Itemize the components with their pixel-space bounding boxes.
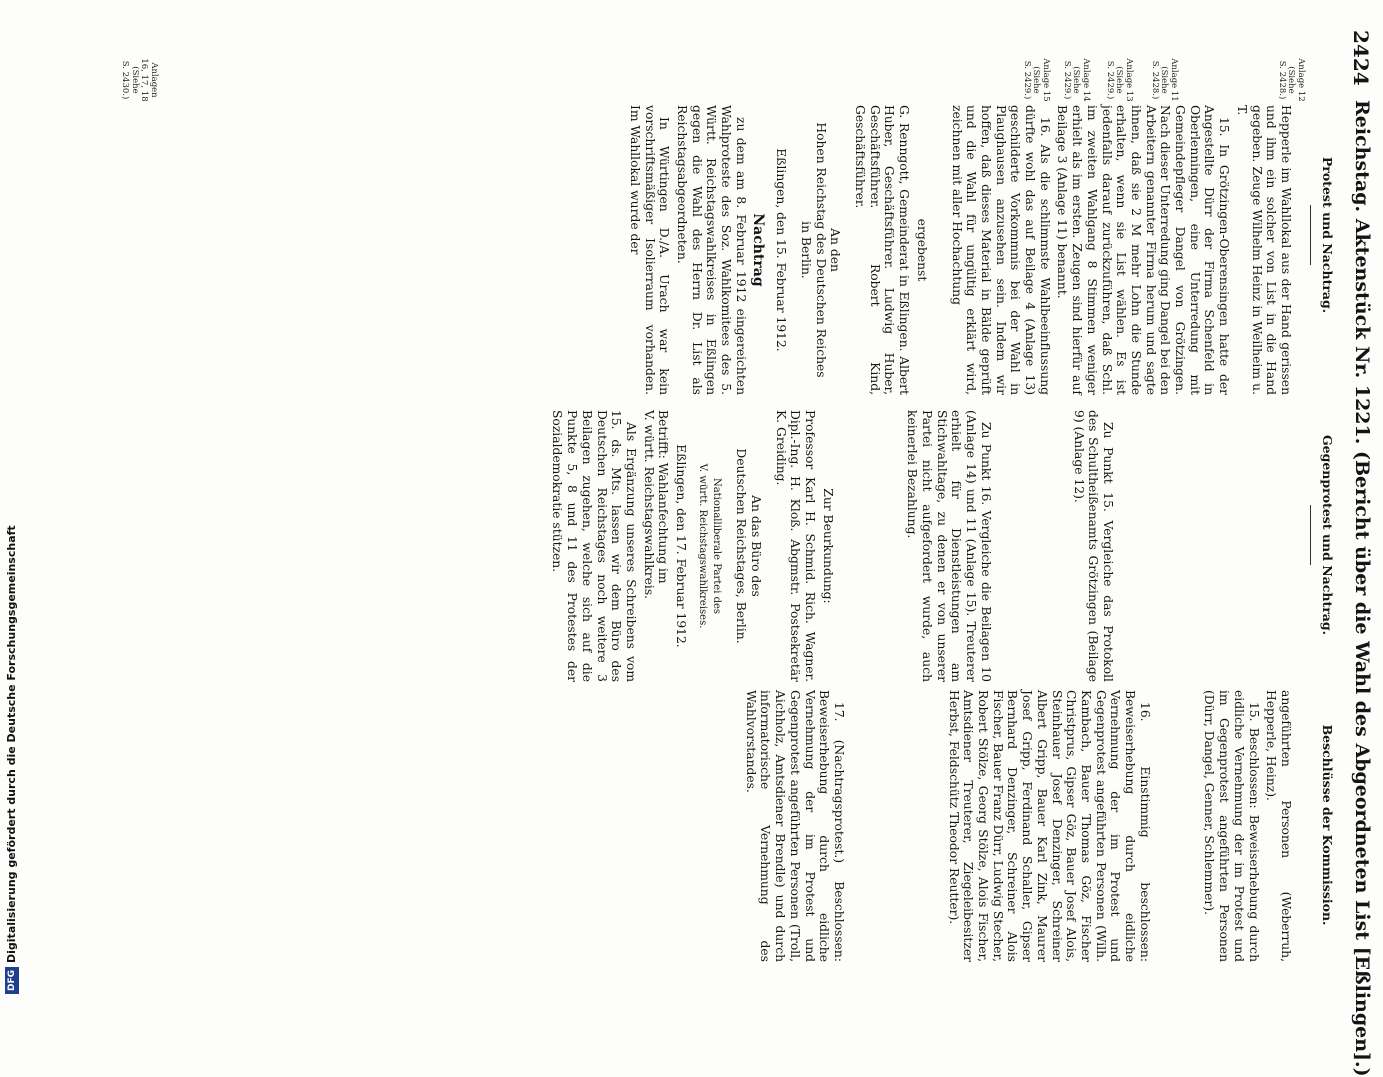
certification-heading: Zur Beurkundung:	[820, 488, 835, 604]
margin-note: Anlage 12 (Siehe S. 2428.)	[1277, 58, 1306, 102]
margin-note: Anlage 14 (Siehe S. 2429.)	[1062, 58, 1091, 102]
nachtrag-title: Nachtrag	[750, 213, 767, 287]
closing: ergebenst	[914, 218, 929, 282]
paragraph-16: Zu Punkt 16. Vergleiche die Beilagen 10 (Anlage 14) und 11 (Anlage 15). Treuterer erhielt für Dienstleistungen am Stichwahltage, zu denen er von unserer Partei nicht aufgefordert wurde, auch keinerlei Bezahlung.	[905, 410, 993, 682]
subject-line: V. württ. Reichstagswahlkreis.	[641, 410, 656, 600]
address-line: Deutschen Reichstages, Berlin.	[734, 448, 749, 644]
column-heading-beschluesse: Beschlüsse der Kommission.	[1320, 724, 1335, 926]
paragraph-16: 16. Einstimmig beschlossen: Beweiserhebung durch eidliche Vernehmung der im Protest und Gegenprotest angeführten Personen (Wilh. Kambach, Bauer Thomas Göz, Fischer Christprus, Gipser Göz, Bauer Josef Alois, Steinhauer Josef Denzinger, Schreiner Albert Gripp, Bauer Karl Zink, Maurer Josef Gripp, Ferdinand Schaller, Gipser Bernhard Denzinger, Schreiner Alois Fischer, Bauer Franz Dürr, Ludwig Stecher, Robert Stölze, Georg Stölze, Alois Fischer, Amtsdiener Treuterer, Ziegeleibesitzer Herbst, Feldschütz Theodor Reutter).	[946, 690, 1152, 962]
paragraph-17: 17. (Nachtragsprotest.) Beschlossen: Beweiserhebung durch eidliche Vernehmung der im Protest und Gegenprotest angeführten Personen (Troll, Aichholz, Amtsdiener Brendle) und durch informatorische Vernehmung des Wahlvorstandes.	[743, 690, 846, 962]
subject-line: Betrifft: Wahlanfechtung im	[656, 410, 671, 584]
margin-note: Anlage 11 (Siehe S. 2428.)	[1150, 58, 1179, 102]
address-line: in Berlin.	[798, 221, 813, 279]
address-line: An das Büro des	[748, 495, 763, 597]
paragraph: Hepperle im Wahllokal aus der Hand gerissen und ihm ein solcher von List in die Hand gegeben. Zeuge Wilhelm Heinz in Weilheim u. T.	[1234, 105, 1293, 395]
signatures: Professor Karl H. Schmid. Rich. Wagner. Dipl.-Ing. H. Kloß. Abgmstr. Postsekretär K. Greiding.	[773, 410, 817, 682]
column-heading-gegenprotest: Gegenprotest und Nachtrag.	[1320, 434, 1335, 635]
column-beschluesse	[740, 690, 1293, 962]
column-heading-protest: Protest und Nachtrag.	[1320, 156, 1335, 314]
address-line: Hohen Reichstag des Deutschen Reiches	[813, 122, 828, 378]
party-line: Nationalliberale Partei des	[711, 477, 723, 615]
heading-rule-middle	[1310, 505, 1311, 565]
nachtrag-paragraph: zu dem am 8. Februar 1912 eingereichten Wahlproteste des Soz. Wahlkomitees des 5. Württ. Reichstagswahlkreises in Eßlingen gegen die Wahl des Herrn Dr. List als Reichstagsabgeordneten.	[674, 105, 748, 395]
place-date: Eßlingen, den 17. Februar 1912.	[674, 444, 689, 648]
paragraph: Als Ergänzung unseres Schreibens vom 15. ds. Mts. lassen wir dem Büro des Deutschen Reichstages noch weitere 3 Beilagen zugehen, welche sich auf die Punkte 5, 8 und 11 des Protestes der Sozialdemokratie stützen.	[550, 410, 638, 682]
signatures: G. Renngott, Gemeinderat in Eßlingen. Albert Huber, Geschäftsführer. Ludwig Huber, Geschäftsführer. Robert Kind, Geschäftsführer.	[853, 105, 912, 395]
paragraph-15: 15. In Grötzingen-Oberensingen hatte der Angestellte Dürr der Firma Schenfeld in Oberlenningen, eine Unterredung mit Gemeindepfleger Dangel von Grötzingen. Nach dieser Unterredung ging Dangel bei den Arbeitern genannter Firma herum und sagte ihnen, daß sie 2 M mehr Lohn die Stunde erhalten, wenn sie List wählen. Es ist jedenfalls darauf zurückzuführen, daß Schl. im zweiten Wahlgang 8 Stimmen weniger erhielt als im ersten. Zeugen sind hierfür auf Beilage 3 (Anlage 11) benannt.	[1055, 105, 1232, 395]
column-gegenprotest	[547, 410, 1115, 682]
page-header	[1343, 30, 1373, 1077]
party-line: V. württ. Reichstagswahlkreises.	[696, 463, 708, 629]
margin-note: Anlage 15 (Siehe S. 2429.)	[1022, 58, 1051, 102]
margin-note: Anlagen 16, 17, 18 (Siehe S. 2430.)	[120, 58, 159, 102]
paragraph-16: 16. Als die schlimmste Wahlbeeinflussung dürfte wohl das auf Beilage 4 (Anlage 13) geschilderte Vorkommnis bei der Wahl in Plaughausen anzusehen sein. Indem wir hoffen, daß dieses Material in Bälde geprüft und die Wahl für ungültig erklärt wird, zeichnen mit aller Hochachtung	[949, 105, 1052, 395]
place-date: Eßlingen, den 15. Februar 1912.	[774, 148, 789, 352]
paragraph-15: 15. Beschlossen: Beweiserhebung durch eidliche Vernehmung der im Protest und im Gegenprotest angeführten Personen (Dürr, Dangel, Genner, Schlemmer).	[1202, 690, 1261, 962]
paragraph: angeführten Personen (Weberruh, Hepperle, Heinz).	[1264, 690, 1293, 962]
margin-note: Anlage 13 (Siehe S. 2429.)	[1105, 58, 1134, 102]
digitization-credit	[0, 0, 24, 1000]
credit-text: Digitalisierung gefördert durch die Deutsche Forschungsgemeinschaft	[5, 525, 18, 963]
address-line: An den	[828, 228, 843, 272]
dfg-logo: DFG	[5, 967, 19, 994]
paragraph-15: Zu Punkt 15. Vergleiche das Protokoll des Schultheißenamts Grötzingen (Beilage 9) (Anlage 12).	[1071, 410, 1115, 682]
heading-rule-left	[1310, 205, 1311, 265]
page-title: Reichstag. Aktenstück Nr. 1221. (Bericht über die Wahl des Abgeordneten List [Eßlingen].)	[1351, 100, 1373, 1077]
page-number: 2424	[1349, 30, 1373, 86]
column-protest	[624, 105, 1293, 395]
nachtrag-paragraph: In Würtingen D./A. Urach war kein vorschriftsmäßiger Isolierraum vorhanden. Im Wahllokal wurde der	[627, 105, 672, 395]
